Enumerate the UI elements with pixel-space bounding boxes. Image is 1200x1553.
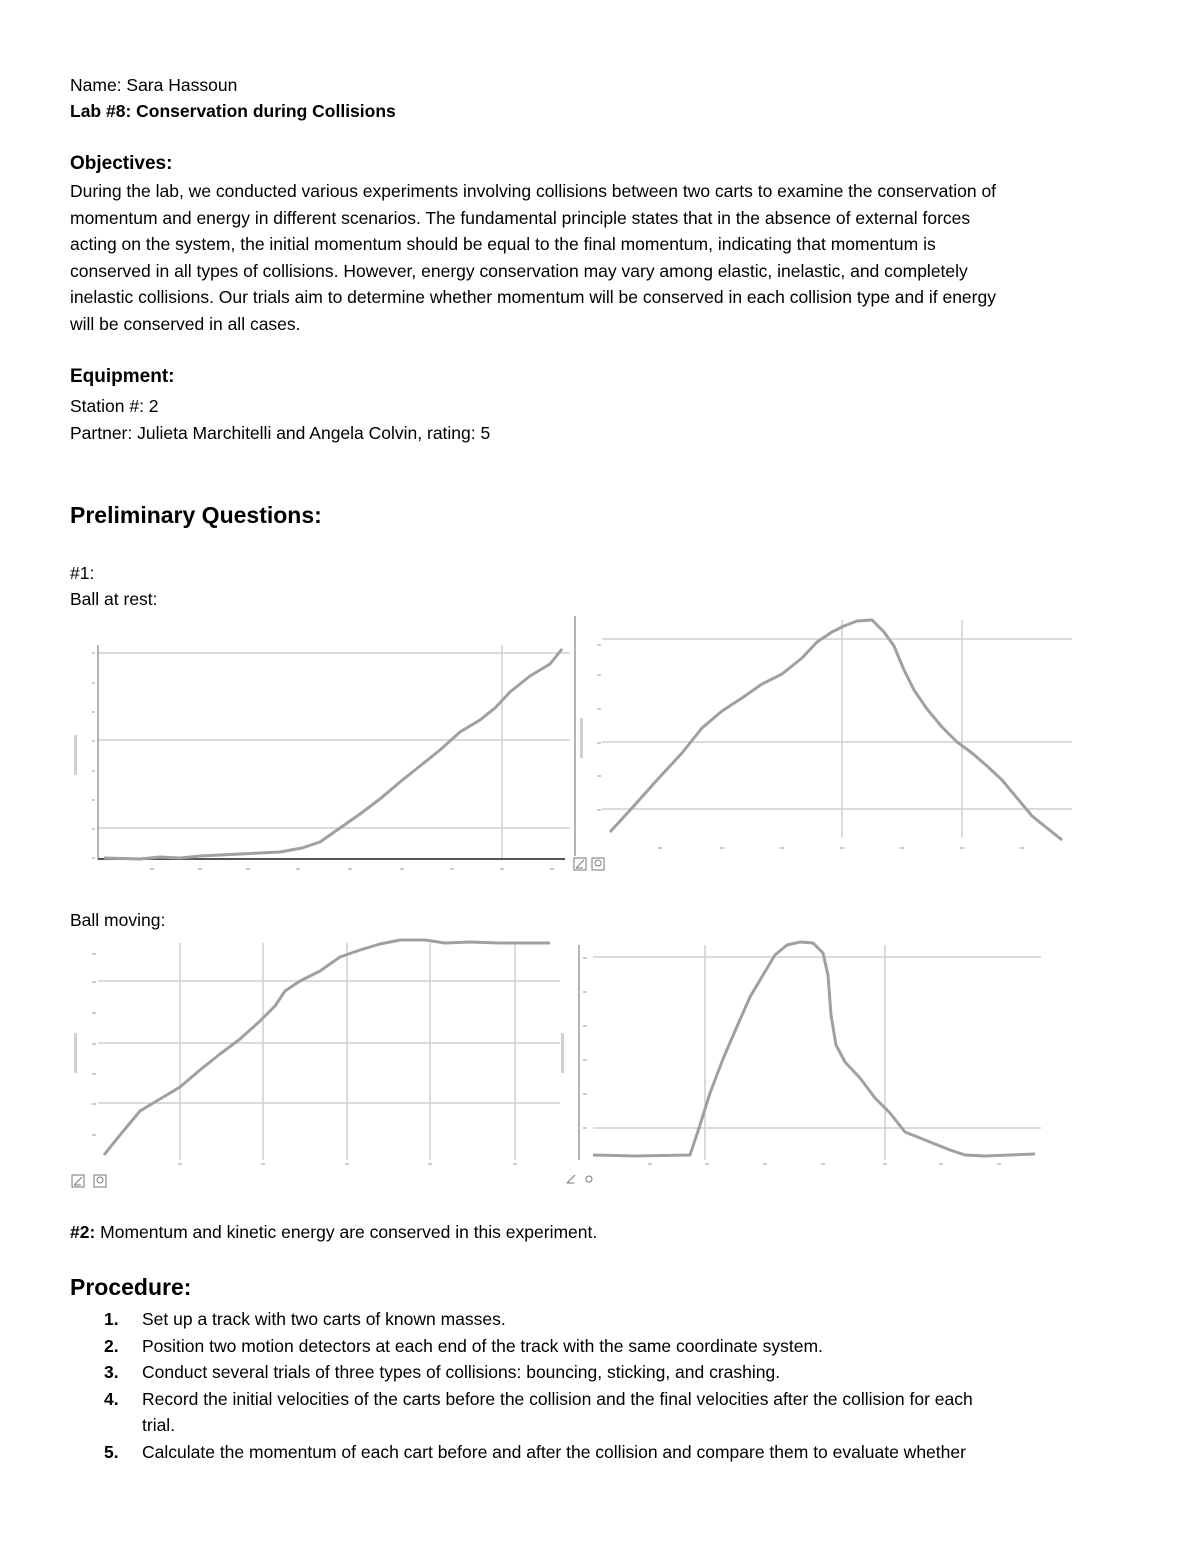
tick — [821, 1163, 825, 1165]
tick — [658, 847, 662, 849]
tick — [92, 1073, 96, 1075]
tick — [92, 799, 95, 801]
axis-label-mark — [74, 1033, 77, 1073]
curve — [593, 942, 1035, 1156]
step-line: Record the initial velocities of the carts before the collision and the final velocities after the collision for each — [142, 1388, 973, 1409]
objectives-line: momentum and energy in different scenarios. The fundamental principle states that in the absence of external forces — [70, 207, 971, 228]
axis-tick-marks — [92, 652, 554, 870]
tick — [597, 742, 601, 744]
tick — [500, 868, 504, 870]
tick — [198, 868, 202, 870]
axis-label-mark — [74, 735, 77, 775]
gridlines — [593, 945, 1041, 1160]
autoscale-glyph — [576, 860, 584, 868]
step-text — [142, 1439, 1150, 1466]
tick — [92, 1134, 96, 1136]
tick — [997, 1163, 1001, 1165]
tick — [583, 957, 587, 959]
step-number: 1. — [104, 1309, 119, 1329]
tick — [583, 1025, 587, 1027]
procedure-step — [70, 1306, 1150, 1333]
tick — [550, 868, 554, 870]
objectives-line: inelastic collisions. Our trials aim to determine whether momentum will be conserved in each collision type and if energy — [70, 287, 996, 307]
q2-label: #2: — [70, 1222, 96, 1242]
tick — [900, 847, 904, 849]
objectives-heading: Objectives: — [70, 153, 173, 174]
tick — [345, 1163, 349, 1165]
step-line: trial. — [142, 1415, 176, 1435]
tick — [348, 868, 352, 870]
tick — [400, 868, 404, 870]
graph-zoom-controls[interactable] — [72, 1175, 106, 1187]
tick — [780, 847, 784, 849]
axis-label-mark — [561, 1033, 564, 1073]
ball-at-rest-label: Ball at rest: — [70, 589, 158, 609]
tick — [92, 682, 95, 684]
objectives-line: will be conserved in all cases. — [70, 313, 301, 334]
step-text — [142, 1359, 1150, 1386]
tick — [763, 1163, 767, 1165]
graph-ball-moving-velocity-svg — [555, 935, 1045, 1190]
tick — [583, 1059, 587, 1061]
tick — [261, 1163, 265, 1165]
partner-line: Partner: Julieta Marchitelli and Angela Colvin, rating: 5 — [70, 423, 491, 443]
equipment-heading: Equipment: — [70, 366, 175, 387]
tick — [597, 775, 601, 777]
gridlines — [602, 620, 1072, 838]
q2-line — [70, 1219, 597, 1246]
step-number: 3. — [104, 1362, 119, 1382]
procedure-step — [70, 1386, 1150, 1439]
graph-ball-moving-position-svg — [70, 935, 560, 1190]
tick — [92, 857, 95, 859]
tick — [246, 868, 250, 870]
tick — [597, 809, 601, 811]
procedure-step — [70, 1359, 1150, 1386]
tick — [720, 847, 724, 849]
objectives-line: acting on the system, the initial momentum should be equal to the final momentum, indicating that momentum is — [70, 234, 936, 254]
tick — [92, 1012, 96, 1014]
curve — [610, 620, 1062, 840]
tick — [92, 828, 95, 830]
tick — [883, 1163, 887, 1165]
step-number: 2. — [104, 1335, 119, 1356]
procedure-heading: Procedure: — [70, 1274, 192, 1300]
step-text — [142, 1386, 1150, 1439]
procedure-list — [70, 1306, 1150, 1465]
ball-moving-label: Ball moving: — [70, 910, 166, 930]
tick — [92, 711, 95, 713]
tick — [597, 644, 601, 646]
autoscale-glyph — [74, 1177, 82, 1185]
tick — [840, 847, 844, 849]
tick — [296, 868, 300, 870]
preliminary-heading: Preliminary Questions: — [70, 502, 322, 528]
lab-title-line — [70, 98, 396, 125]
tick — [92, 1103, 96, 1105]
tick — [939, 1163, 943, 1165]
tick — [92, 953, 96, 955]
tick — [597, 708, 601, 710]
name-line: Name: Sara Hassoun — [70, 75, 238, 95]
tick — [92, 1043, 96, 1045]
axis-label-mark — [580, 718, 583, 758]
gridlines — [98, 645, 570, 859]
procedure-step — [70, 1439, 1150, 1466]
tick — [178, 1163, 182, 1165]
tick — [92, 770, 95, 772]
graph-ball-rest-position-svg — [70, 625, 570, 880]
axis-tick-marks — [597, 644, 1024, 849]
tick — [583, 1127, 587, 1129]
graph-ball-rest-velocity-svg — [572, 606, 1072, 878]
objectives-line: conserved in all types of collisions. However, energy conservation may vary among elastic, inelastic, and completely — [70, 260, 968, 281]
gridlines — [98, 943, 560, 1160]
curve — [104, 940, 550, 1155]
tick — [150, 868, 154, 870]
lab-label: Lab #8: — [70, 101, 132, 121]
step-text — [142, 1306, 1150, 1333]
zoom-glyph — [595, 860, 601, 866]
axis-tick-marks — [583, 957, 1001, 1165]
zoom-glyph — [97, 1177, 103, 1183]
procedure-step — [70, 1333, 1150, 1360]
lab-title: Conservation during Collisions — [136, 101, 396, 121]
graph-zoom-controls[interactable] — [567, 1175, 592, 1183]
tick — [513, 1163, 517, 1165]
graph-zoom-controls[interactable] — [574, 858, 604, 870]
tick — [428, 1163, 432, 1165]
tick — [450, 868, 454, 870]
step-text — [142, 1333, 1150, 1360]
axis-tick-marks — [92, 953, 517, 1165]
objectives-line: During the lab, we conducted various experiments involving collisions between two carts to examine the conservation of — [70, 181, 997, 201]
tick — [705, 1163, 709, 1165]
graph-ball-moving-position — [70, 935, 560, 1190]
step-line: Calculate the momentum of each cart before and after the collision and compare them to evaluate whether — [142, 1441, 966, 1462]
q1-label: #1: — [70, 563, 95, 583]
graph-ball-rest-velocity — [572, 606, 1072, 878]
step-number: 4. — [104, 1388, 119, 1409]
tick — [92, 981, 96, 983]
tick — [92, 652, 95, 654]
tick — [583, 991, 587, 993]
graph-ball-moving-velocity — [555, 935, 1045, 1190]
station-line: Station #: 2 — [70, 396, 159, 416]
autoscale-icon[interactable] — [567, 1175, 575, 1183]
step-number: 5. — [104, 1441, 119, 1462]
tick — [1020, 847, 1024, 849]
zoom-icon[interactable] — [586, 1176, 592, 1182]
graph-ball-rest-position — [70, 625, 570, 880]
tick — [597, 674, 601, 676]
step-line: Conduct several trials of three types of collisions: bouncing, sticking, and crashing. — [142, 1362, 781, 1382]
tick — [960, 847, 964, 849]
tick — [648, 1163, 652, 1165]
step-line: Position two motion detectors at each end of the track with the same coordinate system. — [142, 1335, 823, 1356]
step-line: Set up a track with two carts of known masses. — [142, 1309, 506, 1329]
q2-answer: Momentum and kinetic energy are conserved in this experiment. — [100, 1222, 598, 1242]
tick — [583, 1093, 587, 1095]
objectives-paragraph — [70, 178, 1145, 337]
tick — [92, 740, 95, 742]
